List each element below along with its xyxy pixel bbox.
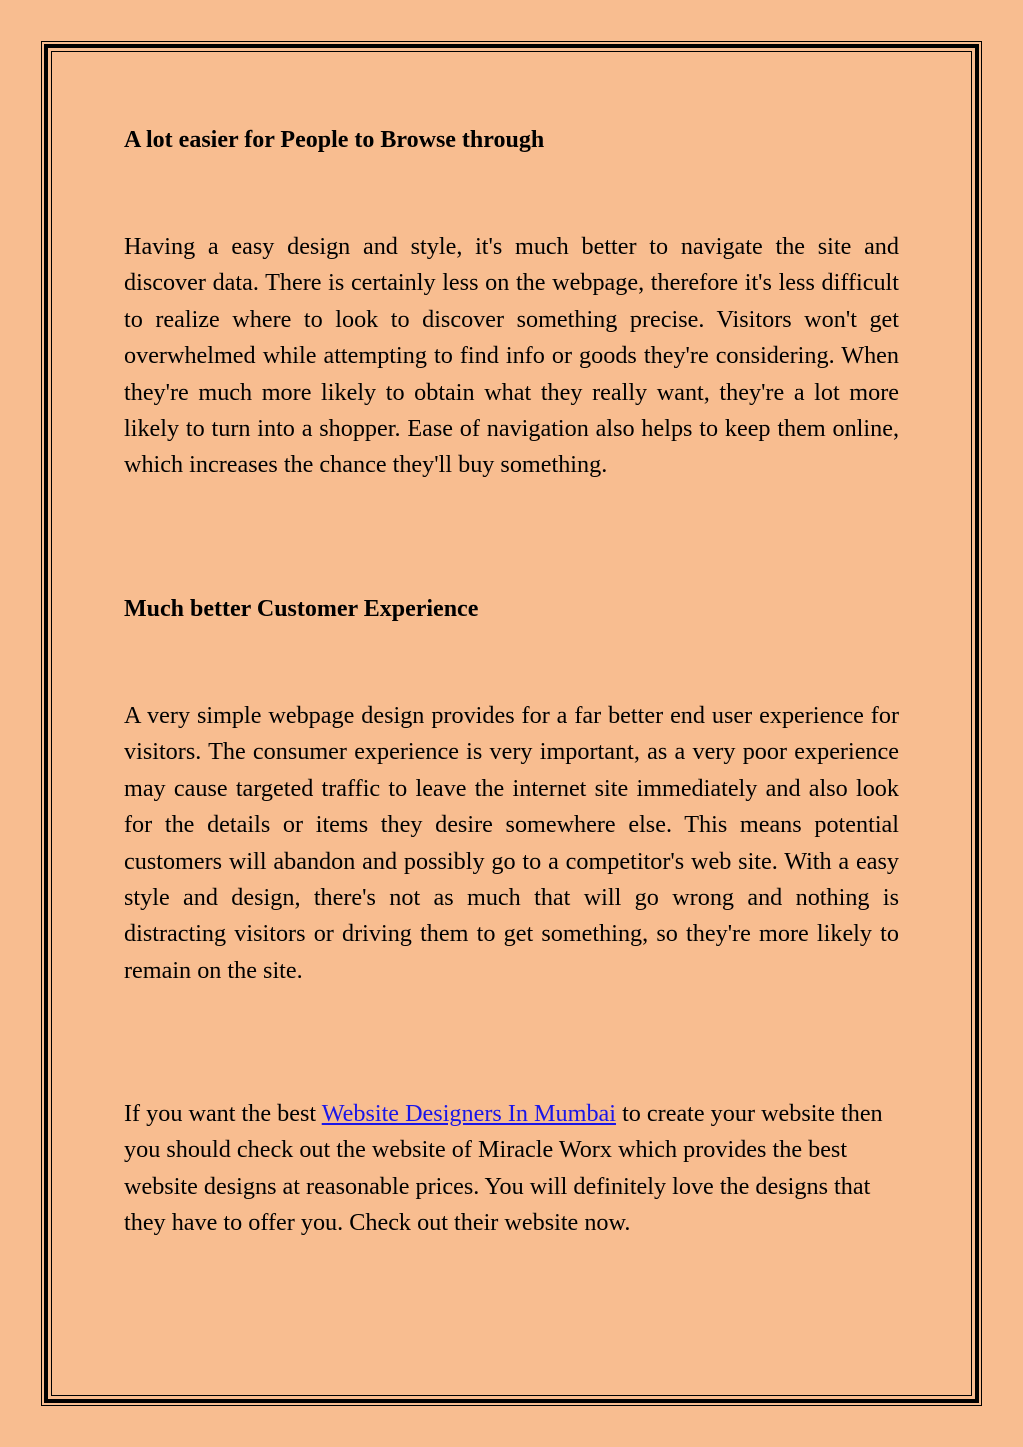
section-heading-experience: Much better Customer Experience bbox=[124, 596, 479, 622]
website-designers-link[interactable]: Website Designers In Mumbai bbox=[321, 1100, 617, 1127]
closing-text-after-link: to create your website then you should check out the website of Miracle Worx which provides the best website designs at reasonable prices. You will definitely love the designs that they have to offer you. Check out their website now. bbox=[124, 1100, 883, 1237]
section-heading-browse: A lot easier for People to Browse through bbox=[124, 127, 545, 153]
closing-paragraph bbox=[124, 1096, 899, 1242]
section-body-experience: A very simple webpage design provides for a far better end user experience for visitors. The consumer experience is very important, as a very poor experience may cause targeted traffic to leave the internet site immediately and also look for the details or items they desire somewhere else. This means potential customers will abandon and possibly go to a competitor's web site. With a easy style and design, there's not as much that will go wrong and nothing is distracting visitors or driving them to get something, so they're more likely to remain on the site. bbox=[124, 702, 899, 984]
closing-text-before-link: If you want the best bbox=[124, 1100, 322, 1127]
section-body-browse: Having a easy design and style, it's much better to navigate the site and discover data. There is certainly less on the webpage, therefore it's less difficult to realize where to look to discover something precise. Visitors won't get overwhelmed while attempting to find info or goods they're considering. When they're much more likely to obtain what they really want, they're a lot more likely to turn into a shopper. Ease of navigation also helps to keep them online, which increases the chance they'll buy something. bbox=[124, 233, 899, 479]
